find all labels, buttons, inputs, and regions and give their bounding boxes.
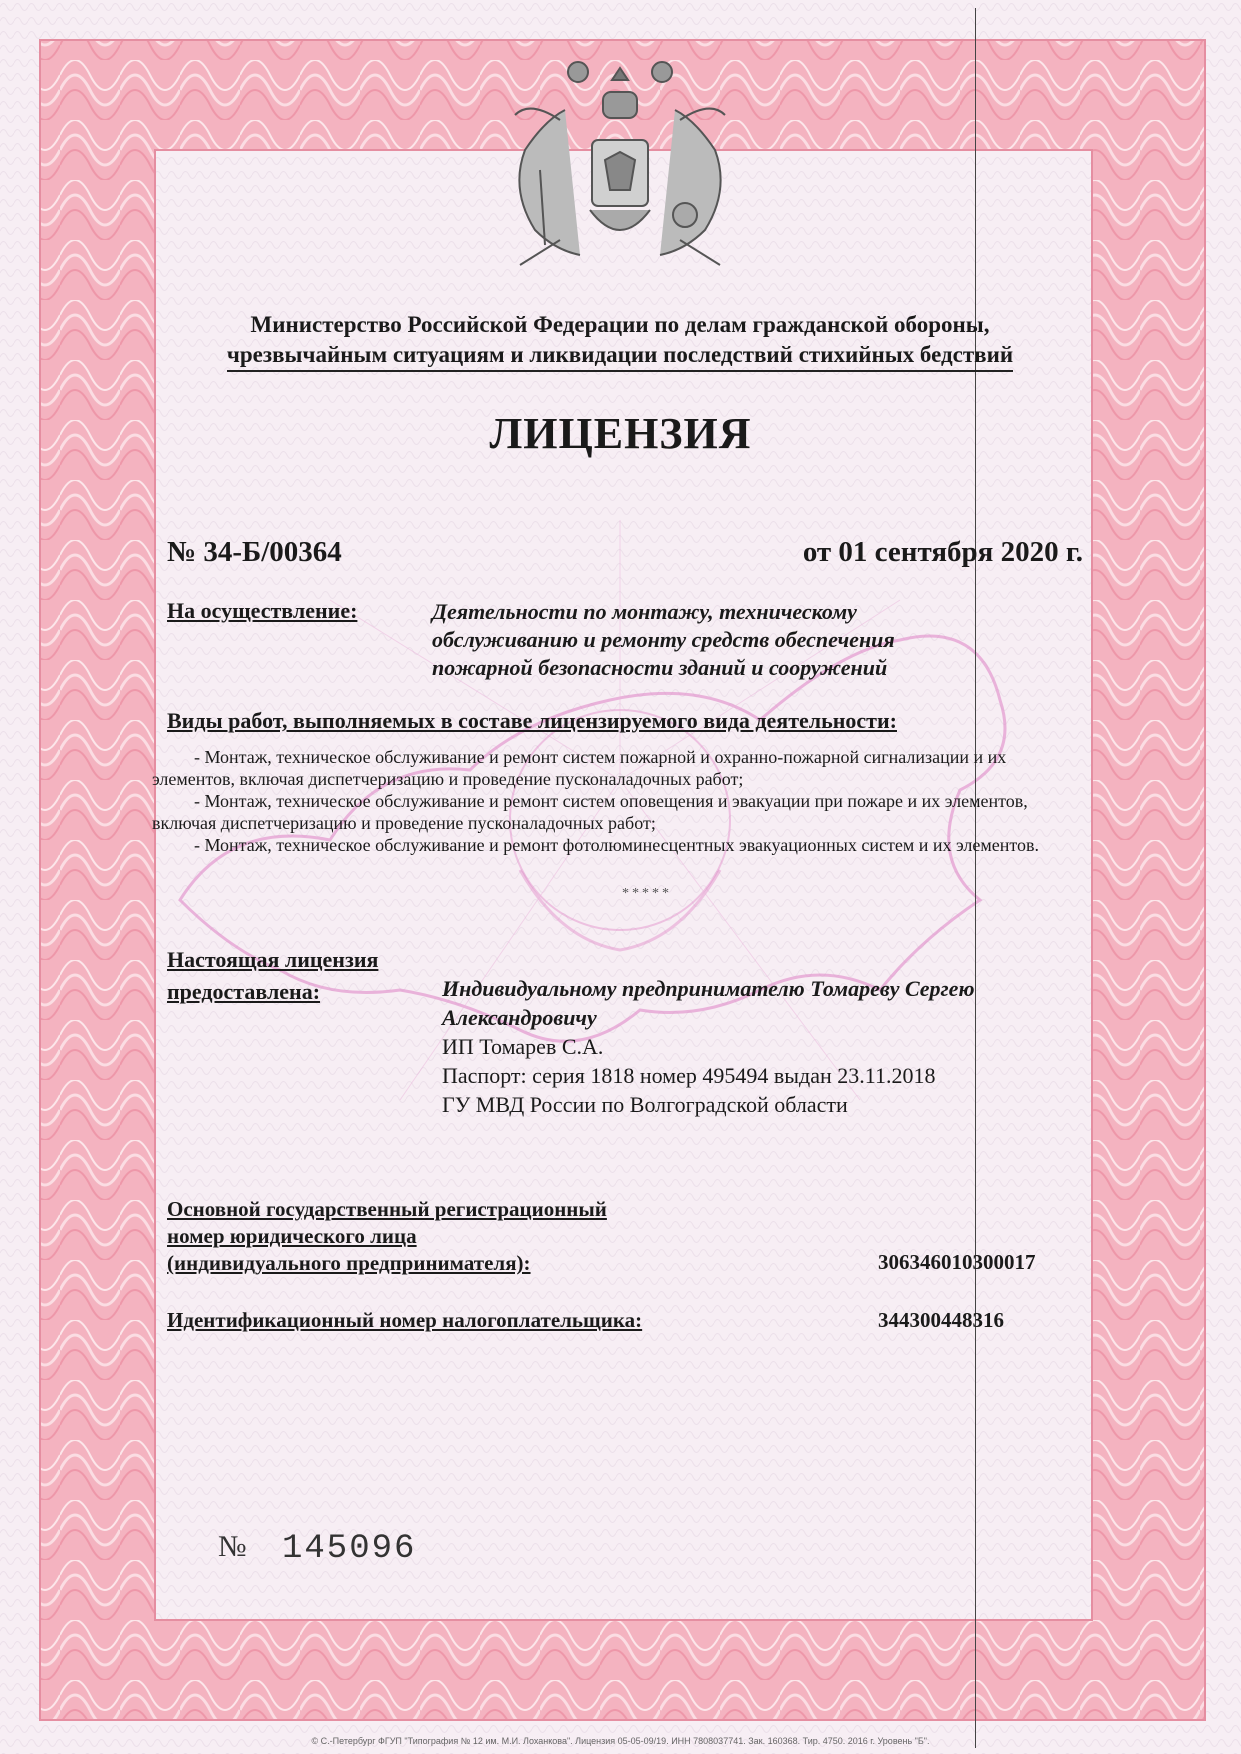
inn-value: 344300448316 xyxy=(878,1308,1004,1332)
work-item: - Монтаж, техническое обслуживание и ремонт систем пожарной и охранно-пожарной сигнализации и их элементов, включая диспетчеризацию и проведение пусконаладочных работ; xyxy=(152,747,1007,789)
ogrn-label-line-1: Основной государственный регистрационный xyxy=(167,1197,607,1221)
grantee-passport: Паспорт: серия 1818 номер 495494 выдан 23.11.2018 xyxy=(442,1063,936,1088)
ministry-header xyxy=(150,310,1090,372)
works-heading: Виды работ, выполняемых в составе лицензируемого вида деятельности: xyxy=(167,708,897,733)
activity-text: Деятельности по монтажу, техническому обслуживанию и ремонту средств обеспечения пожарной безопасности зданий и сооружений xyxy=(432,599,895,680)
ministry-line-1: Министерство Российской Федерации по делам гражданской обороны, xyxy=(250,312,990,337)
grantee-label-line-1: Настоящая лицензия xyxy=(167,947,379,972)
grantee-short-name: ИП Томарев С.А. xyxy=(442,1034,604,1059)
blank-serial-sign: № xyxy=(218,1530,247,1563)
fold-line xyxy=(975,8,976,1748)
ogrn-value: 306346010300017 xyxy=(878,1250,1036,1274)
ministry-line-2: чрезвычайным ситуациям и ликвидации последствий стихийных бедствий xyxy=(227,340,1013,372)
grantee-passport-issuer: ГУ МВД России по Волгоградской области xyxy=(442,1092,848,1117)
inn-label: Идентификационный номер налогоплательщика: xyxy=(167,1308,643,1332)
license-number: № 34-Б/00364 xyxy=(167,536,342,568)
grantee-label xyxy=(167,944,378,1008)
work-item: - Монтаж, техническое обслуживание и ремонт фотолюминесцентных эвакуационных систем и их элементов. xyxy=(194,835,1039,855)
grantee-label-line-2: предоставлена: xyxy=(167,979,321,1004)
activity-label: На осуществление: xyxy=(167,598,358,623)
grantee-full-name: Индивидуальному предпринимателю Томареву Сергею Александровичу xyxy=(442,976,975,1030)
separator-stars: ***** xyxy=(622,886,672,901)
printer-footer: © С.-Петербург ФГУП "Типография № 12 им. М.И. Лоханкова". Лицензия 05-05-09/19. ИНН 7808037741. Зак. 160368. Тир. 4750. 2016 г. Уровень "Б". xyxy=(311,1736,930,1746)
ogrn-label xyxy=(167,1196,607,1277)
work-item: - Монтаж, техническое обслуживание и ремонт систем оповещения и эвакуации при пожаре и их элементов, включая диспетчеризацию и проведение пусконаладочных работ; xyxy=(152,791,1028,833)
works-list xyxy=(152,746,1092,856)
document-title: ЛИЦЕНЗИЯ xyxy=(489,409,752,458)
license-date: от 01 сентября 2020 г. xyxy=(802,536,1083,568)
blank-serial-number: 145096 xyxy=(282,1530,417,1568)
ogrn-label-line-2: номер юридического лица xyxy=(167,1224,417,1248)
grantee-details xyxy=(442,974,1062,1119)
ogrn-label-line-3: (индивидуального предпринимателя): xyxy=(167,1251,531,1275)
